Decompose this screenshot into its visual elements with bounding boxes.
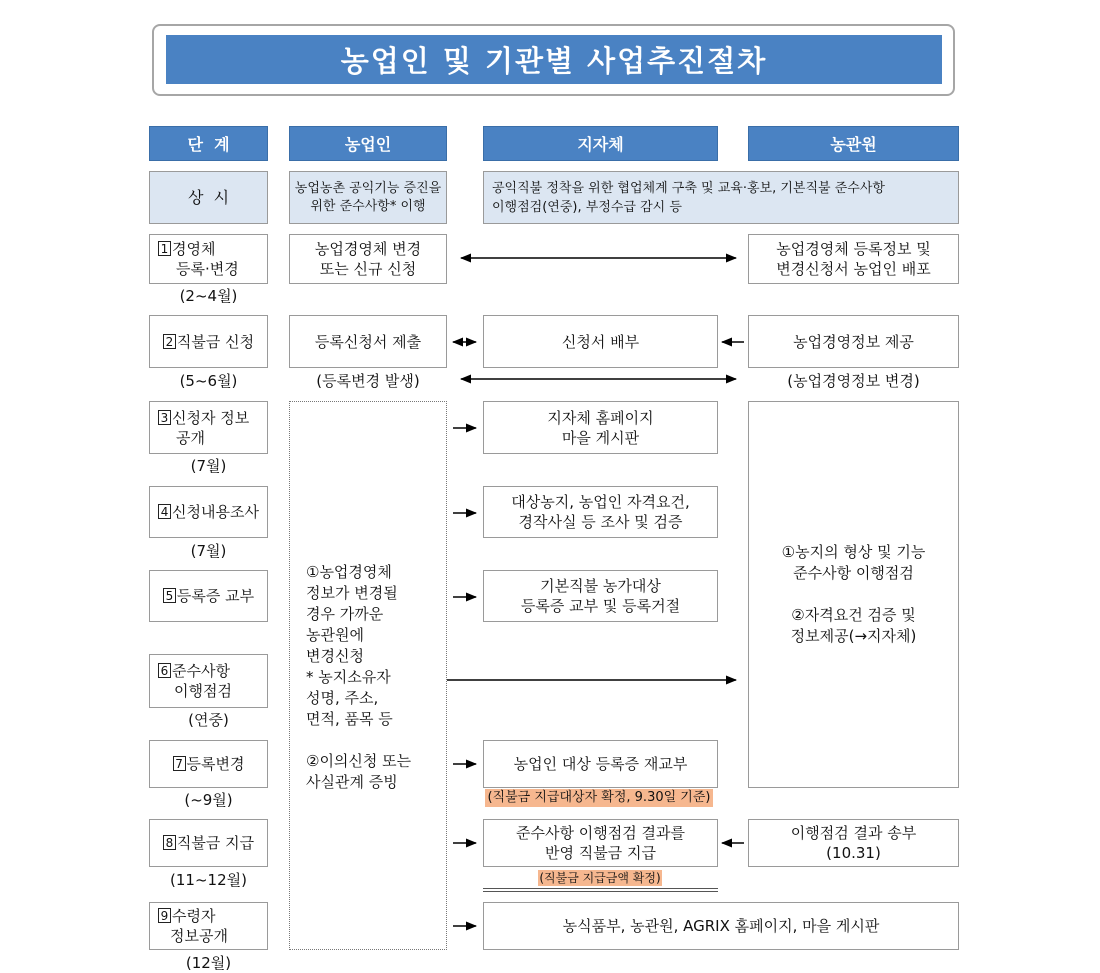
always-farmer: 농업농촌 공익기능 증진을 위한 준수사항* 이행 — [289, 171, 447, 224]
stage-period: (7월) — [190, 542, 227, 560]
nongwan-step-1: 농업경영체 등록정보 및 변경신청서 농업인 배포 — [748, 234, 959, 284]
always-shared: 공익직불 정착을 위한 협업체계 구축 및 교육·홍보, 기본직불 준수사항 이행점검(연중), 부정수급 감시 등 — [483, 171, 959, 224]
nongwan-step-8: 이행점검 결과 송부 (10.31) — [748, 819, 959, 867]
stage-period: (11~12월) — [170, 871, 247, 889]
header-local: 지자체 — [483, 126, 718, 161]
stage-period: (연중) — [188, 711, 229, 729]
always-label: 상 시 — [149, 171, 268, 224]
stage-period: (5~6월) — [179, 372, 238, 390]
local-step-8-tag: (직불금 지급금액 확정) — [539, 871, 661, 885]
header-stage: 단 계 — [149, 126, 268, 161]
stage-number: 1 — [158, 241, 171, 256]
stage-period: (~9월) — [184, 791, 233, 809]
header-farmer: 농업인 — [289, 126, 447, 161]
stage-label: 준수사항 — [172, 662, 230, 680]
stage-number: 3 — [158, 410, 171, 425]
stage-label: 등록변경 — [186, 755, 245, 773]
page-title: 농업인 및 기관별 사업추진절차 — [166, 35, 942, 84]
stage-label-2: 등록·변경 — [176, 260, 239, 278]
farmer-change-notes: ①농업경영체 정보가 변경될 경우 가까운 농관원에 변경신청 * 농지소유자 성명, 주소, 면적, 품목 등 ②이의신청 또는 사실관계 증빙 — [306, 563, 412, 791]
local-step-8: 준수사항 이행점검 결과를 반영 직불금 지급 — [483, 819, 718, 867]
stage-period: (12월) — [185, 954, 232, 972]
stage-number: 8 — [163, 835, 176, 850]
stage-period: (7월) — [190, 457, 227, 475]
stage-label-2: 이행점검 — [174, 682, 232, 700]
local-step-7-tag: (직불금 지급대상자 확정, 9.30일 기준) — [485, 789, 713, 807]
stage-label: 등록증 교부 — [176, 587, 255, 605]
local-step-4: 대상농지, 농업인 자격요건, 경작사실 등 조사 및 검증 — [483, 486, 718, 538]
stage-number: 4 — [158, 504, 171, 519]
stage-label: 신청내용조사 — [172, 503, 259, 521]
local-step-7: 농업인 대상 등록증 재교부 — [483, 740, 718, 788]
stage-label: 직불금 신청 — [176, 332, 255, 351]
stage-number: 6 — [158, 663, 171, 678]
local-step-2: 신청서 배부 — [483, 315, 718, 368]
stage-label: 경영체 — [172, 240, 216, 258]
stage-label: 직불금 지급 — [176, 834, 255, 852]
local-step-9: 농식품부, 농관원, AGRIX 홈페이지, 마을 게시판 — [483, 902, 959, 950]
nongwan-step-2-sub: (농업경영정보 변경) — [787, 372, 920, 390]
farmer-step-2: 등록신청서 제출 — [289, 315, 447, 368]
stage-number: 7 — [173, 756, 186, 771]
farmer-step-1: 농업경영체 변경 또는 신규 신청 — [289, 234, 447, 284]
stage-label-2: 공개 — [176, 428, 205, 447]
stage-label: 수령자 — [172, 907, 216, 925]
local-step-5: 기본직불 농가대상 등록증 교부 및 등록거절 — [483, 570, 718, 622]
stage-label-2: 정보공개 — [170, 927, 228, 945]
stage-period: (2~4월) — [179, 287, 238, 305]
stage-number: 5 — [163, 588, 176, 603]
stage-number: 2 — [163, 334, 176, 349]
header-nongwan: 농관원 — [748, 126, 959, 161]
stage-number: 9 — [158, 908, 171, 923]
farmer-step-2-sub: (등록변경 발생) — [316, 372, 420, 390]
stage-label: 신청자 정보 — [172, 408, 250, 427]
local-step-3: 지자체 홈페이지 마을 게시판 — [483, 401, 718, 454]
nongwan-inspection-box: ①농지의 형상 및 기능 준수사항 이행점검 ②자격요건 검증 및 정보제공(→지자체) — [748, 401, 959, 788]
nongwan-step-2: 농업경영정보 제공 — [748, 315, 959, 368]
